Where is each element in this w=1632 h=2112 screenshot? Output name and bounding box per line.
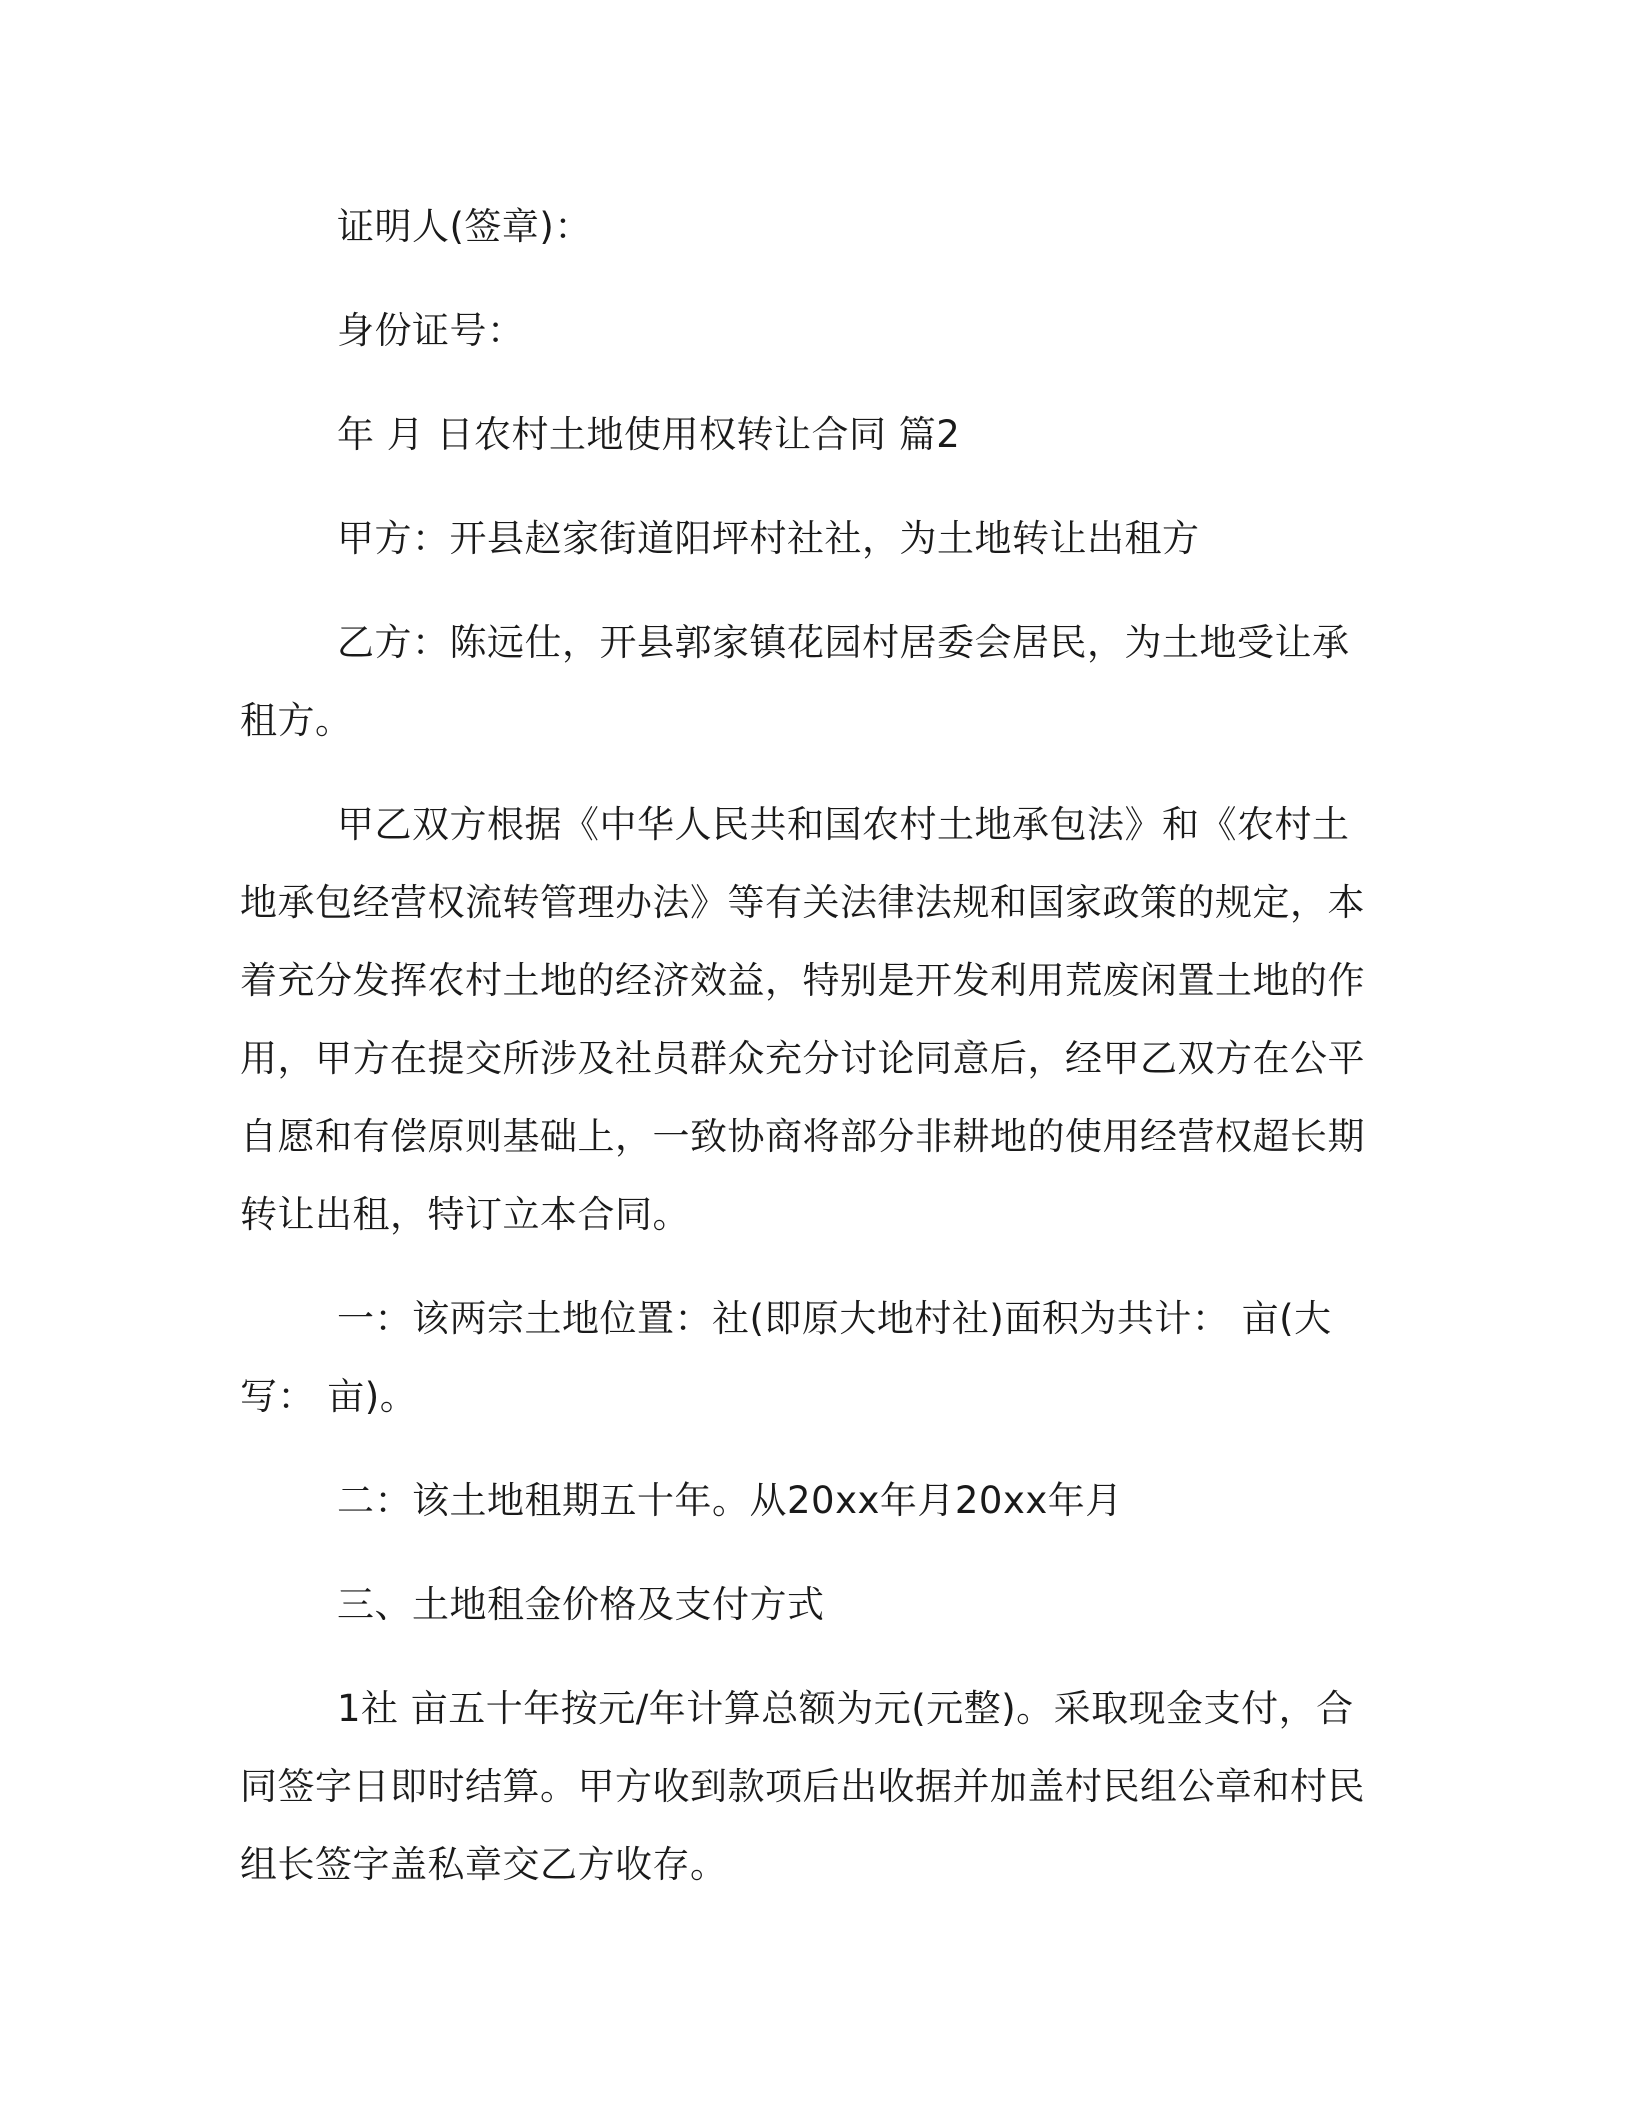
- clause-2-paragraph: 二：该土地租期五十年。从20xx年月20xx年月: [337, 1479, 1123, 1522]
- contract-title: 年 月 日农村土地使用权转让合同 篇2: [337, 413, 961, 456]
- witness-signature-line: 证明人(签章)：: [337, 205, 592, 248]
- preamble-paragraph: 甲乙双方根据《中华人民共和国农村土地承包法》和《农村土地承包经营权流转管理办法》等有关法律法规和国家政策的规定，本着充分发挥农村土地的经济效益，特别是开发利用荒废闲置土地的作用，甲方在提交所涉及社员群众充分讨论同意后，经甲乙双方在公平自愿和有偿原则基础上，一致协商将部分非耕地的使用经营权超长期转让出租，特订立本合同。: [240, 803, 1365, 1236]
- clause-3-heading: 三、土地租金价格及支付方式: [337, 1583, 825, 1626]
- party-a-line: 甲方：开县赵家街道阳坪村社社，为土地转让出租方: [337, 517, 1200, 560]
- party-b-paragraph: 乙方：陈远仕，开县郭家镇花园村居委会居民，为土地受让承租方。: [240, 621, 1350, 742]
- clause-3-1-paragraph: 1社 亩五十年按元/年计算总额为元(元整)。采取现金支付，合同签字日即时结算。甲方收到款项后出收据并加盖村民组公章和村民组长签字盖私章交乙方收存。: [240, 1687, 1365, 1886]
- clause-1-paragraph: 一：该两宗土地位置：社(即原大地村社)面积为共计： 亩(大写： 亩)。: [240, 1297, 1332, 1418]
- id-number-line: 身份证号：: [337, 309, 525, 352]
- document-page: [240, 188, 1380, 1904]
